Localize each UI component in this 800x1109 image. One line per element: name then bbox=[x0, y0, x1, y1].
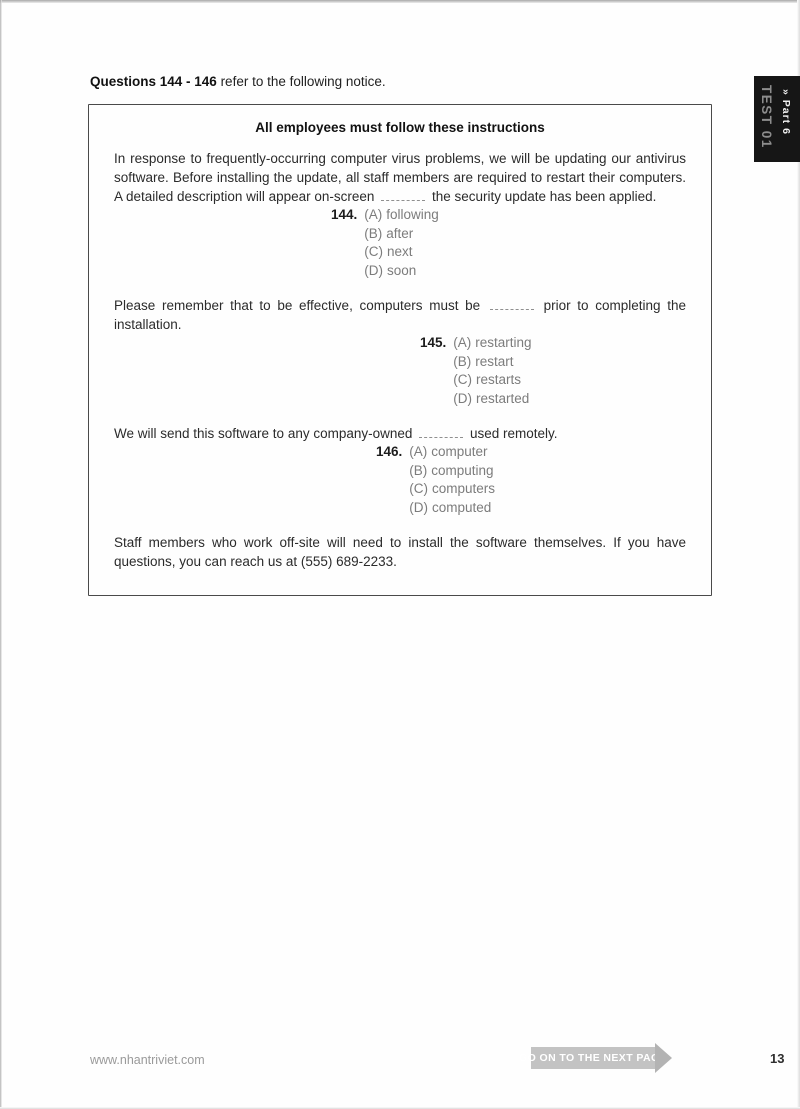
paragraph-1-before-blank: In response to frequently-occurring computer virus problems, we will be updating our antivirus software. Before installing the update, all staff members are required to restart their computers. A detailed description will appear on-screen bbox=[114, 151, 686, 204]
option-b-label: (B) bbox=[364, 225, 383, 241]
option-b bbox=[364, 225, 439, 244]
option-d bbox=[409, 499, 495, 518]
paragraph-2-before-blank: Please remember that to be effective, computers must be bbox=[114, 298, 481, 313]
publisher-website: www.nhantriviet.com bbox=[90, 1053, 205, 1067]
go-on-to-next-page-banner bbox=[519, 1047, 667, 1069]
option-c-text: next bbox=[387, 244, 413, 259]
option-a-text: computer bbox=[431, 444, 488, 459]
question-144-number: 144. bbox=[331, 207, 358, 222]
option-c bbox=[364, 243, 439, 262]
test-part-tab bbox=[754, 76, 800, 162]
blank-144 bbox=[381, 189, 425, 201]
paragraph-1-after-blank: the security update has been applied. bbox=[431, 189, 657, 204]
question-range-heading bbox=[90, 74, 386, 89]
question-146-options bbox=[409, 443, 495, 517]
paragraph-2-after-blank: prior to completing the installation. bbox=[114, 298, 686, 332]
option-c-label: (C) bbox=[453, 372, 473, 387]
notice-paragraph-1 bbox=[114, 149, 686, 206]
option-a-label: (A) bbox=[409, 444, 428, 459]
option-d bbox=[364, 262, 439, 281]
notice-paragraph-3 bbox=[114, 424, 686, 443]
notice-title: All employees must follow these instructions bbox=[255, 120, 545, 135]
question-145 bbox=[420, 334, 686, 408]
option-b-text: restart bbox=[475, 353, 514, 369]
option-d-text: restarted bbox=[476, 390, 530, 406]
option-d bbox=[453, 390, 531, 409]
paragraph-3-after-blank: used remotely. bbox=[469, 426, 558, 441]
option-c-label: (C) bbox=[409, 481, 429, 496]
notice-closing-paragraph: Staff members who work off-site will need to install the software themselves. If you have questions, you can reach us at (555) 689-2233. bbox=[114, 535, 686, 569]
option-c-text: computers bbox=[432, 481, 496, 496]
part-number-label: » Part 6 bbox=[780, 89, 792, 135]
test-number-label: TEST 01 bbox=[759, 85, 774, 149]
question-144 bbox=[331, 206, 686, 280]
option-a-text: following bbox=[386, 207, 439, 222]
option-a-label: (A) bbox=[453, 335, 472, 350]
option-b-text: after bbox=[386, 225, 414, 241]
question-range-description: refer to the following notice. bbox=[216, 74, 386, 89]
question-146-number: 146. bbox=[376, 444, 403, 459]
question-145-number: 145. bbox=[420, 335, 447, 350]
option-a bbox=[409, 443, 495, 462]
option-c bbox=[409, 480, 495, 499]
option-a-label: (A) bbox=[364, 207, 383, 222]
option-d-text: soon bbox=[387, 262, 417, 278]
option-b-label: (B) bbox=[409, 462, 428, 478]
option-b-label: (B) bbox=[453, 353, 472, 369]
notice-box bbox=[88, 104, 712, 596]
notice-paragraph-2 bbox=[114, 296, 686, 334]
option-a bbox=[453, 334, 531, 353]
page-number: 13 bbox=[770, 1051, 785, 1066]
option-a-text: restarting bbox=[475, 335, 532, 350]
question-144-options bbox=[364, 206, 439, 280]
scan-edge-top bbox=[0, 0, 800, 3]
blank-145 bbox=[490, 298, 534, 310]
option-c-text: restarts bbox=[476, 372, 522, 387]
question-range: Questions 144 - 146 bbox=[90, 74, 217, 89]
paragraph-3-before-blank: We will send this software to any company-owned bbox=[114, 426, 413, 441]
blank-146 bbox=[419, 426, 463, 438]
question-146 bbox=[376, 443, 686, 517]
next-page-arrow-icon bbox=[655, 1043, 672, 1073]
option-b-text: computing bbox=[431, 462, 494, 478]
option-d-label: (D) bbox=[364, 262, 384, 278]
option-c-label: (C) bbox=[364, 244, 384, 259]
option-d-text: computed bbox=[432, 499, 492, 515]
option-b bbox=[409, 462, 495, 481]
option-d-label: (D) bbox=[409, 499, 429, 515]
option-c bbox=[453, 371, 531, 390]
question-145-options bbox=[453, 334, 531, 408]
option-b bbox=[453, 353, 531, 372]
scan-edge-left bbox=[0, 0, 2, 1109]
go-on-to-next-page-label: GO ON TO THE NEXT PAGE bbox=[519, 1052, 667, 1064]
option-a bbox=[364, 206, 439, 225]
option-d-label: (D) bbox=[453, 390, 473, 406]
